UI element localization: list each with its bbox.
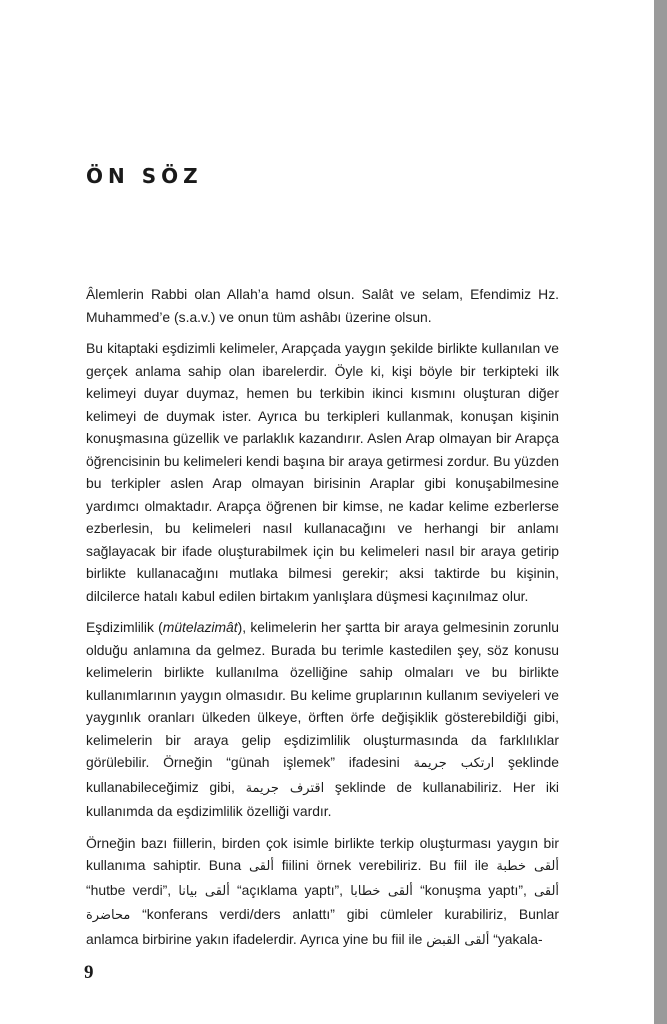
paragraph-examples bbox=[86, 832, 559, 953]
term-mutelazimat: mütelazimât bbox=[162, 619, 238, 635]
arabic-phrase: ألقى خطابا bbox=[350, 883, 413, 899]
text-segment: fiilini örnek verebiliriz. Bu fiil ile bbox=[273, 857, 497, 873]
page-number: 9 bbox=[84, 962, 94, 983]
arabic-phrase: ألقى محاضرة bbox=[86, 883, 560, 923]
paragraph-intro: Âlemlerin Rabbi olan Allah’a hamd olsun. Salât ve selam, Efendimiz Hz. Muhammed’e (s.a.v.) ve onun tüm ashâbı üzerine olsun. bbox=[86, 286, 559, 325]
text-segment: ), kelimelerin her şartta bir araya gelmesinin zorunlu olduğu anlamına da gelmez. Burada bu terimle kastedilen şey, söz konusu kelimelerin birlikte kullanılma özelliğine sahip olmaları ve bu birlikte kullanımlarının yaygın olmasıdır. Bu kelime gruplarının kullanım seviyeleri ve yaygınlık oranları ülkeden ülkeye, örften örfe değişiklik gösterebildiği gibi, kelimelerin bir araya gelip eşdizimlilik oluşturmasında da farklılıklar görülebilir. Örneğin “günah işlemek” ifadesini bbox=[86, 619, 559, 770]
text-segment: “konuşma yaptı”, bbox=[412, 881, 535, 898]
text-segment: şeklinde kullanabileceğimiz gibi, bbox=[86, 754, 559, 795]
arabic-phrase: ألقى خطبة bbox=[496, 859, 559, 874]
paragraph-collocations: Bu kitaptaki eşdizimli kelimeler, Arapçada yaygın şekilde birlikte kullanılan ve gerçek anlama sahip olan ibarelerdir. Öyle ki, kişi böyle bir terkipteki ilk kelimeyi duyar duymaz, hemen bu terkibin ikinci kısmını oluşturan diğer kelimeyi de duymak ister. Ayrıca bu terkipleri kullanmak, konuşan kişinin konuşmasına güzellik ve parlaklık kazandırır. Aslen Arap olmayan bir Arapça öğrencisinin bu kelimeleri kendi başına bir araya getirmesi zordur. Bu yüzden bu terkipler aslen Arap olmayan birisinin Araplar gibi konuşabilmesine yardımcı olmaktadır. Arapça öğrenen bir kimse, ne kadar kelime ezberlerse ezberlesin, bu kelimeleri nasıl kullanacağını ve herhangi bir anlamı sağlayacak bir ifade oluşturabilmek için bu kelimeleri nasıl bir araya getirip birlikte kullanacağını mutlaka bilmesi gerekir; aksi taktirde bu kişinin, dilcilerce hatalı kabul edilen birtakım yanlışlara düşmesi kaçınılmaz olur. bbox=[86, 340, 559, 604]
arabic-phrase: ألقى القبض bbox=[426, 932, 490, 948]
text-segment: “konferans verdi/ders anlattı” gibi cümleler kurabiliriz, Bunlar anlamca birbirine yakın ifadelerdir. Ayrıca yine bu fiil ile bbox=[86, 906, 559, 947]
arabic-phrase: ارتكب جريمة bbox=[413, 756, 495, 771]
arabic-phrase: ألقى بيانا bbox=[178, 883, 230, 899]
text-segment: Örneğin bazı fiillerin, birden çok isimle birlikte terkip oluşturması yaygın bir kullanıma sahiptir. Buna bbox=[86, 834, 559, 873]
body-text bbox=[86, 283, 559, 961]
text-segment: “açıklama yaptı”, bbox=[229, 881, 351, 898]
text-segment: Eşdizimlilik ( bbox=[86, 619, 163, 635]
page-title: ÖN SÖZ bbox=[86, 164, 203, 188]
paragraph-definition bbox=[86, 616, 559, 823]
arabic-phrase: اقترف جريمة bbox=[245, 780, 325, 796]
text-segment: “yakala- bbox=[489, 930, 543, 947]
page-edge-bar bbox=[654, 0, 667, 1024]
text-segment: şeklinde de kullanabiliriz. Her iki kullanımda da eşdizimlilik özelliği vardır. bbox=[86, 778, 560, 819]
text-segment: “hutbe verdi”, bbox=[86, 881, 179, 898]
arabic-phrase: ألقى bbox=[248, 859, 274, 874]
